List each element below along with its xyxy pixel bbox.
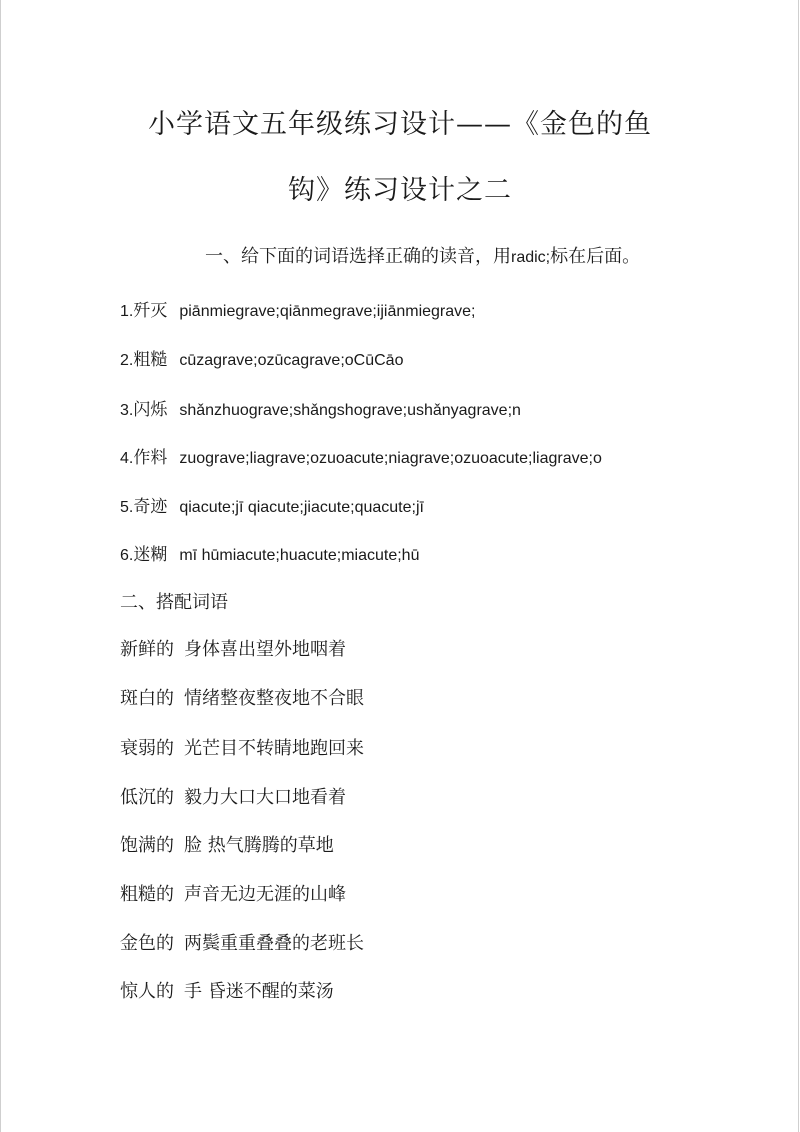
- question-item: [120, 296, 476, 321]
- pair-row: [120, 734, 364, 760]
- pair-left: 饱满的: [120, 835, 174, 856]
- question-item: [120, 443, 602, 468]
- question-word: 歼灭: [133, 301, 168, 321]
- pair-right: 光芒目不转睛地跑回来: [184, 738, 364, 759]
- question-reading: zuograve;liagrave;ozuoacute;niagrave;ozuoacute;liagrave;o: [179, 450, 602, 467]
- question-number: 5.: [120, 499, 134, 516]
- pair-row: [120, 929, 364, 955]
- section-1-heading: [205, 242, 640, 268]
- pair-right: 毅力大口大口地看着: [184, 787, 346, 808]
- pair-row: [120, 880, 346, 906]
- question-word: 粗糙: [133, 350, 168, 370]
- question-reading: cūzagrave;ozūcagrave;oCūCāo: [179, 352, 404, 369]
- pair-right: 情绪整夜整夜地不合眼: [184, 688, 364, 709]
- question-reading: shǎnzhuograve;shǎngshograve;ushǎnyagrave;n: [179, 402, 521, 419]
- question-word: 奇迹: [133, 497, 168, 517]
- question-number: 6.: [120, 547, 134, 564]
- pair-right: 脸 热气腾腾的草地: [184, 835, 334, 856]
- pair-left: 低沉的: [120, 787, 174, 808]
- pair-row: [120, 684, 364, 710]
- pair-left: 惊人的: [120, 981, 174, 1002]
- question-reading: mī hūmiacute;huacute;miacute;hū: [179, 547, 420, 564]
- pair-right: 两鬓重重叠叠的老班长: [184, 933, 364, 954]
- question-word: 迷糊: [133, 545, 168, 565]
- pair-right: 手 昏迷不醒的菜汤: [184, 981, 334, 1002]
- question-reading: qiacute;jī qiacute;jiacute;quacute;jī: [179, 499, 424, 516]
- section-1-prefix: 一、给下面的词语选择正确的读音，用: [205, 246, 511, 267]
- question-word: 作料: [133, 448, 168, 468]
- pair-left: 粗糙的: [120, 884, 174, 905]
- pair-row: [120, 977, 334, 1003]
- question-item: [120, 492, 424, 517]
- section-1-suffix: 标在后面。: [550, 246, 641, 267]
- pair-left: 金色的: [120, 933, 174, 954]
- question-item: [120, 345, 403, 370]
- pair-right: 声音无边无涯的山峰: [184, 884, 346, 905]
- document-title-line-2: 钩》练习设计之二: [288, 175, 512, 206]
- document-title-line-1: 小学语文五年级练习设计——《金色的鱼: [148, 109, 652, 140]
- question-item: [120, 540, 419, 565]
- section-2-heading: 二、搭配词语: [120, 592, 228, 613]
- section-1-code: radic;: [511, 249, 551, 266]
- pair-left: 衰弱的: [120, 738, 174, 759]
- pair-row: [120, 831, 334, 857]
- pair-left: 斑白的: [120, 688, 174, 709]
- question-reading: piānmiegrave;qiānmegrave;ijiānmiegrave;: [179, 303, 476, 320]
- pair-left: 新鲜的: [120, 639, 174, 660]
- pair-right: 身体喜出望外地咽着: [184, 639, 346, 660]
- pair-row: [120, 783, 346, 809]
- question-word: 闪烁: [133, 400, 168, 420]
- question-number: 2.: [120, 352, 134, 369]
- question-item: [120, 395, 521, 420]
- question-number: 4.: [120, 450, 134, 467]
- pair-row: [120, 635, 346, 661]
- question-number: 3.: [120, 402, 134, 419]
- question-number: 1.: [120, 303, 134, 320]
